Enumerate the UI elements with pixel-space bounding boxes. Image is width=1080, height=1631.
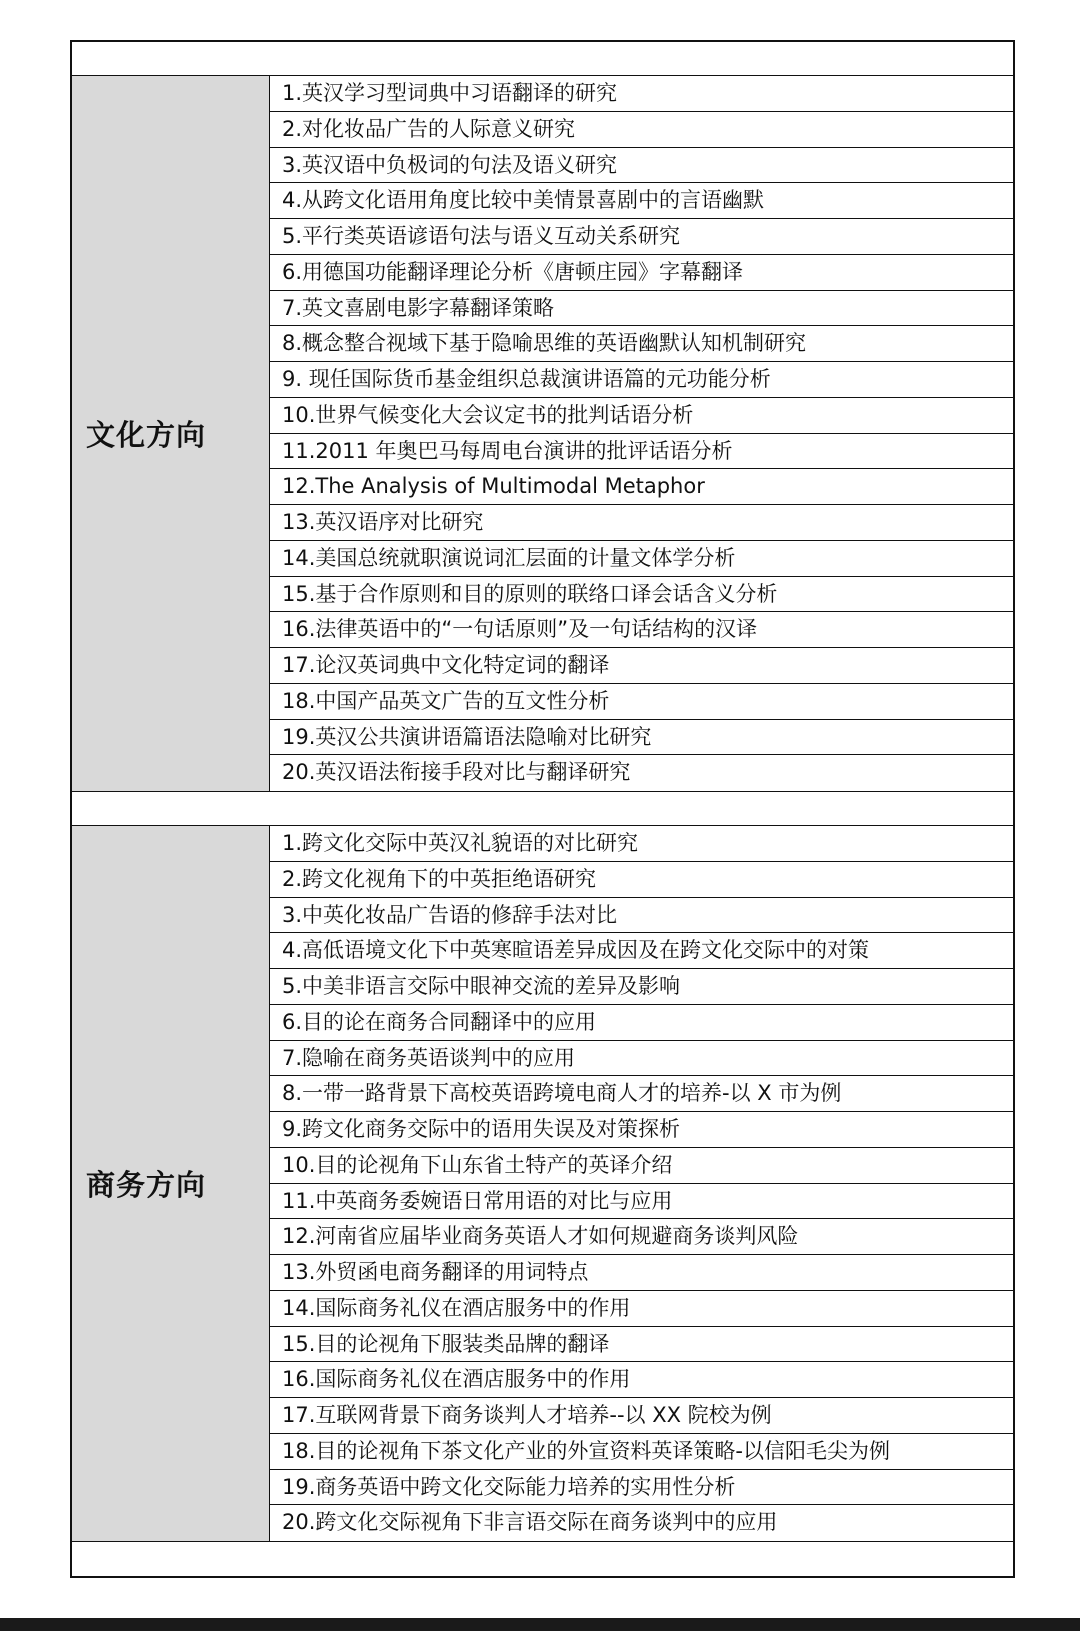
bottom-edge-band [0, 1618, 1080, 1631]
business-category-cell [72, 826, 270, 1541]
topic-row: 7.隐喻在商务英语谈判中的应用 [270, 1041, 1013, 1077]
topic-row: 18.中国产品英文广告的互文性分析 [270, 684, 1013, 720]
topic-row: 14.美国总统就职演说词汇层面的计量文体学分析 [270, 541, 1013, 577]
topic-row: 5.中美非语言交际中眼神交流的差异及影响 [270, 969, 1013, 1005]
topic-row: 16.法律英语中的“一句话原则”及一句话结构的汉译 [270, 612, 1013, 648]
topic-row: 3.英汉语中负极词的句法及语义研究 [270, 148, 1013, 184]
topic-row: 4.从跨文化语用角度比较中美情景喜剧中的言语幽默 [270, 183, 1013, 219]
topic-row: 2.跨文化视角下的中英拒绝语研究 [270, 862, 1013, 898]
topic-row: 8.一带一路背景下高校英语跨境电商人才的培养-以 X 市为例 [270, 1076, 1013, 1112]
topic-row: 14.国际商务礼仪在酒店服务中的作用 [270, 1291, 1013, 1327]
topic-row: 1.跨文化交际中英汉礼貌语的对比研究 [270, 826, 1013, 862]
topic-row: 3.中英化妆品广告语的修辞手法对比 [270, 898, 1013, 934]
topic-row: 12.河南省应届毕业商务英语人才如何规避商务谈判风险 [270, 1219, 1013, 1255]
topic-row: 1.英汉学习型词典中习语翻译的研究 [270, 76, 1013, 112]
topic-row: 16.国际商务礼仪在酒店服务中的作用 [270, 1362, 1013, 1398]
topic-row: 5.平行类英语谚语句法与语义互动关系研究 [270, 219, 1013, 255]
topic-row: 17.论汉英词典中文化特定词的翻译 [270, 648, 1013, 684]
topic-row: 19.英汉公共演讲语篇语法隐喻对比研究 [270, 720, 1013, 756]
topic-row: 4.高低语境文化下中英寒暄语差异成因及在跨文化交际中的对策 [270, 933, 1013, 969]
topic-row: 6.用德国功能翻译理论分析《唐顿庄园》字幕翻译 [270, 255, 1013, 291]
topic-row: 9. 现任国际货币基金组织总裁演讲语篇的元功能分析 [270, 362, 1013, 398]
topic-row: 13.外贸函电商务翻译的用词特点 [270, 1255, 1013, 1291]
topic-row: 11.中英商务委婉语日常用语的对比与应用 [270, 1184, 1013, 1220]
topic-row: 18.目的论视角下茶文化产业的外宣资料英译策略-以信阳毛尖为例 [270, 1434, 1013, 1470]
topic-row: 13.英汉语序对比研究 [270, 505, 1013, 541]
topic-row: 10.世界气候变化大会议定书的批判话语分析 [270, 398, 1013, 434]
culture-category-label: 文化方向 [86, 418, 207, 452]
culture-section [72, 76, 1013, 792]
section-divider-blank-row [72, 792, 1013, 826]
topic-row: 12.The Analysis of Multimodal Metaphor [270, 469, 1013, 505]
culture-category-cell [72, 76, 270, 791]
topic-row: 8.概念整合视域下基于隐喻思维的英语幽默认知机制研究 [270, 326, 1013, 362]
table-footer-blank-row [72, 1542, 1013, 1576]
topic-row: 15.目的论视角下服装类品牌的翻译 [270, 1327, 1013, 1363]
topic-row: 11.2011 年奥巴马每周电台演讲的批评话语分析 [270, 434, 1013, 470]
topic-row: 15.基于合作原则和目的原则的联络口译会话含义分析 [270, 577, 1013, 613]
topic-row: 20.跨文化交际视角下非言语交际在商务谈判中的应用 [282, 1510, 778, 1535]
table-header-blank-row [72, 42, 1013, 76]
topic-table [70, 40, 1015, 1578]
topic-row: 7.英文喜剧电影字幕翻译策略 [270, 291, 1013, 327]
business-category-label: 商务方向 [86, 1168, 207, 1202]
topic-row: 17.互联网背景下商务谈判人才培养--以 XX 院校为例 [270, 1398, 1013, 1434]
topic-row: 10.目的论视角下山东省土特产的英译介绍 [270, 1148, 1013, 1184]
topic-row: 9.跨文化商务交际中的语用失误及对策探析 [270, 1112, 1013, 1148]
topic-row: 2.对化妆品广告的人际意义研究 [270, 112, 1013, 148]
topic-row: 6.目的论在商务合同翻译中的应用 [270, 1005, 1013, 1041]
topic-row: 20.英汉语法衔接手段对比与翻译研究 [282, 760, 631, 785]
culture-topic-list [270, 76, 1013, 791]
topic-row: 19.商务英语中跨文化交际能力培养的实用性分析 [270, 1470, 1013, 1506]
business-topic-list [270, 826, 1013, 1541]
business-section [72, 826, 1013, 1542]
